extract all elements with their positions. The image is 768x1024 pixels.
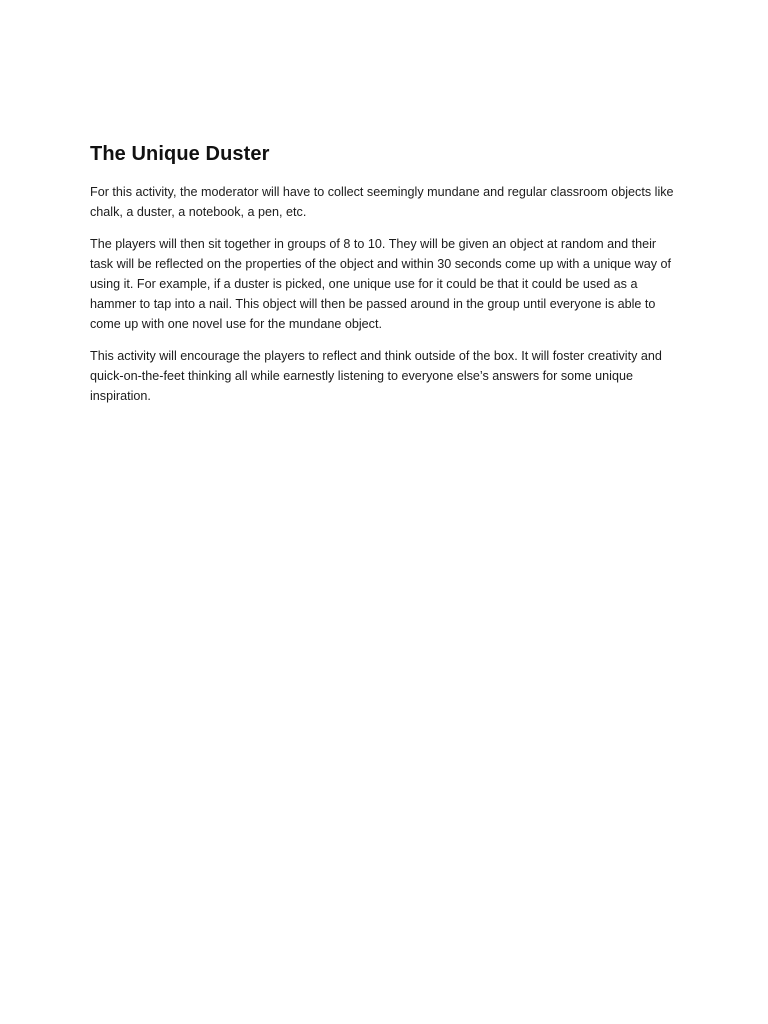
paragraph-benefits: This activity will encourage the players to reflect and think outside of the box. It will foster creativity and quick-on-the-feet thinking all while earnestly listening to everyone else’s answers for some unique inspiration.: [90, 349, 662, 403]
paragraph-instructions: The players will then sit together in groups of 8 to 10. They will be given an object at random and their task will be reflected on the properties of the object and within 30 seconds come up with a unique way of using it. For example, if a duster is picked, one unique use for it could be that it could be used as a hammer to tap into a nail. This object will then be passed around in the group until everyone is able to come up with one novel use for the mundane object.: [90, 237, 672, 331]
document-body: [90, 140, 680, 418]
paragraph-intro: For this activity, the moderator will have to collect seemingly mundane and regular classroom objects like chalk, a duster, a notebook, a pen, etc.: [90, 185, 674, 219]
document-title: The Unique Duster: [90, 143, 270, 165]
